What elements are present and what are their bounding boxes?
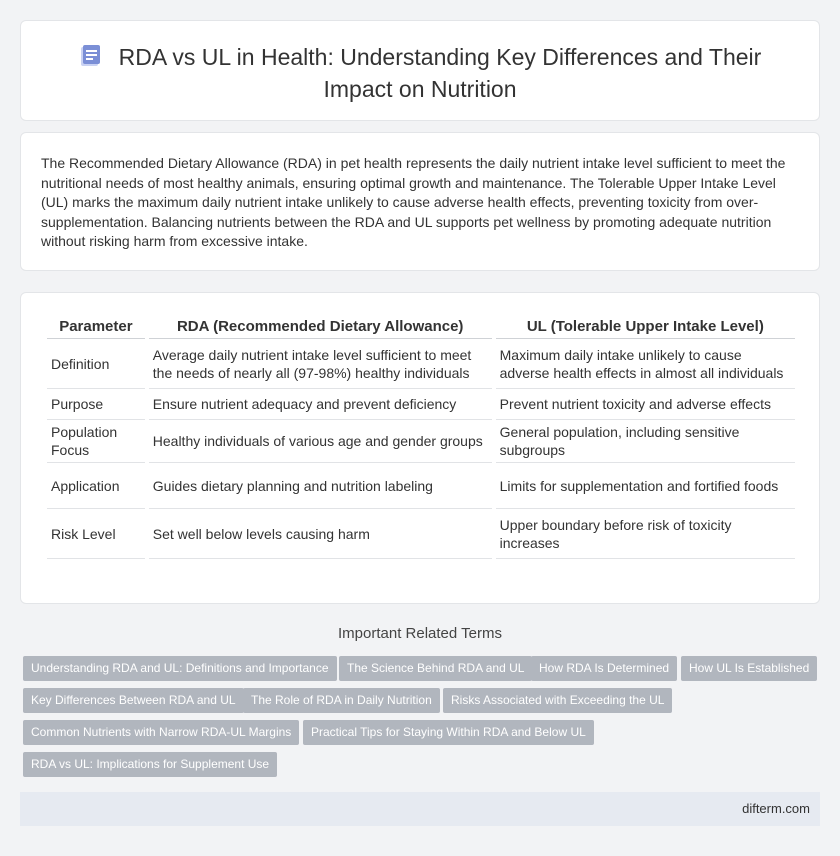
intro-text: The Recommended Dietary Allowance (RDA) in pet health represents the daily nutrient intake level sufficient to meet the nutritional needs of most healthy animals, ensuring optimal growth and maintenance. The Tolerable Upper Intake Level (UL) marks the maximum daily nutrient intake unlikely to cause adverse health effects, preventing toxicity from over-supplementation. Balancing nutrients between the RDA and UL supports pet wellness by promoting adequate nutrition without risking harm from excessive intake.	[41, 155, 786, 249]
related-tag-science[interactable]: The Science Behind RDA and UL	[339, 656, 532, 681]
related-terms-title: Important Related Terms	[338, 625, 502, 642]
related-tag-supplement-use[interactable]: RDA vs UL: Implications for Supplement Use	[23, 752, 277, 777]
footer	[20, 792, 820, 826]
row-parameter: Purpose	[47, 389, 145, 420]
related-tag-key-differences[interactable]: Key Differences Between RDA and UL	[23, 688, 244, 713]
row-parameter: Definition	[47, 339, 145, 389]
intro-card	[20, 132, 820, 271]
document-icon	[79, 44, 101, 75]
header-parameter: Parameter	[47, 313, 145, 339]
row-ul: General population, including sensitive subgroups	[496, 420, 795, 463]
row-ul: Limits for supplementation and fortified foods	[496, 463, 795, 509]
row-ul: Maximum daily intake unlikely to cause adverse health effects in almost all individuals	[496, 339, 795, 389]
related-tag-narrow-margins[interactable]: Common Nutrients with Narrow RDA-UL Margins	[23, 720, 299, 745]
table-row	[47, 339, 795, 389]
row-ul: Prevent nutrient toxicity and adverse effects	[496, 389, 795, 420]
row-rda: Ensure nutrient adequacy and prevent deficiency	[149, 389, 492, 420]
comparison-card	[20, 292, 820, 604]
related-tag-practical-tips[interactable]: Practical Tips for Staying Within RDA and Below UL	[303, 720, 594, 745]
row-rda: Average daily nutrient intake level sufficient to meet the needs of nearly all (97-98%) healthy individuals	[149, 339, 492, 389]
row-rda: Set well below levels causing harm	[149, 509, 492, 559]
table-row	[47, 509, 795, 559]
related-tag-role-of-rda[interactable]: The Role of RDA in Daily Nutrition	[243, 688, 440, 713]
row-parameter: Risk Level	[47, 509, 145, 559]
footer-site[interactable]: difterm.com	[742, 801, 810, 816]
header-ul: UL (Tolerable Upper Intake Level)	[496, 313, 795, 339]
row-rda: Healthy individuals of various age and gender groups	[149, 420, 492, 463]
table-row	[47, 420, 795, 463]
row-parameter: Population Focus	[47, 420, 145, 463]
related-tag-rda-determined[interactable]: How RDA Is Determined	[531, 656, 677, 681]
table-header-row	[47, 313, 795, 339]
related-tag-risks-ul[interactable]: Risks Associated with Exceeding the UL	[443, 688, 672, 713]
title-card	[20, 20, 820, 121]
page-title: RDA vs UL in Health: Understanding Key Differences and Their Impact on Nutrition	[118, 44, 762, 102]
related-tag-ul-established[interactable]: How UL Is Established	[681, 656, 817, 681]
row-ul: Upper boundary before risk of toxicity increases	[496, 509, 795, 559]
table-row	[47, 463, 795, 509]
page-title-wrap	[61, 43, 779, 104]
row-parameter: Application	[47, 463, 145, 509]
header-rda: RDA (Recommended Dietary Allowance)	[149, 313, 492, 339]
table-row	[47, 389, 795, 420]
comparison-table	[43, 313, 799, 559]
related-tag-definitions[interactable]: Understanding RDA and UL: Definitions and Importance	[23, 656, 337, 681]
row-rda: Guides dietary planning and nutrition labeling	[149, 463, 492, 509]
